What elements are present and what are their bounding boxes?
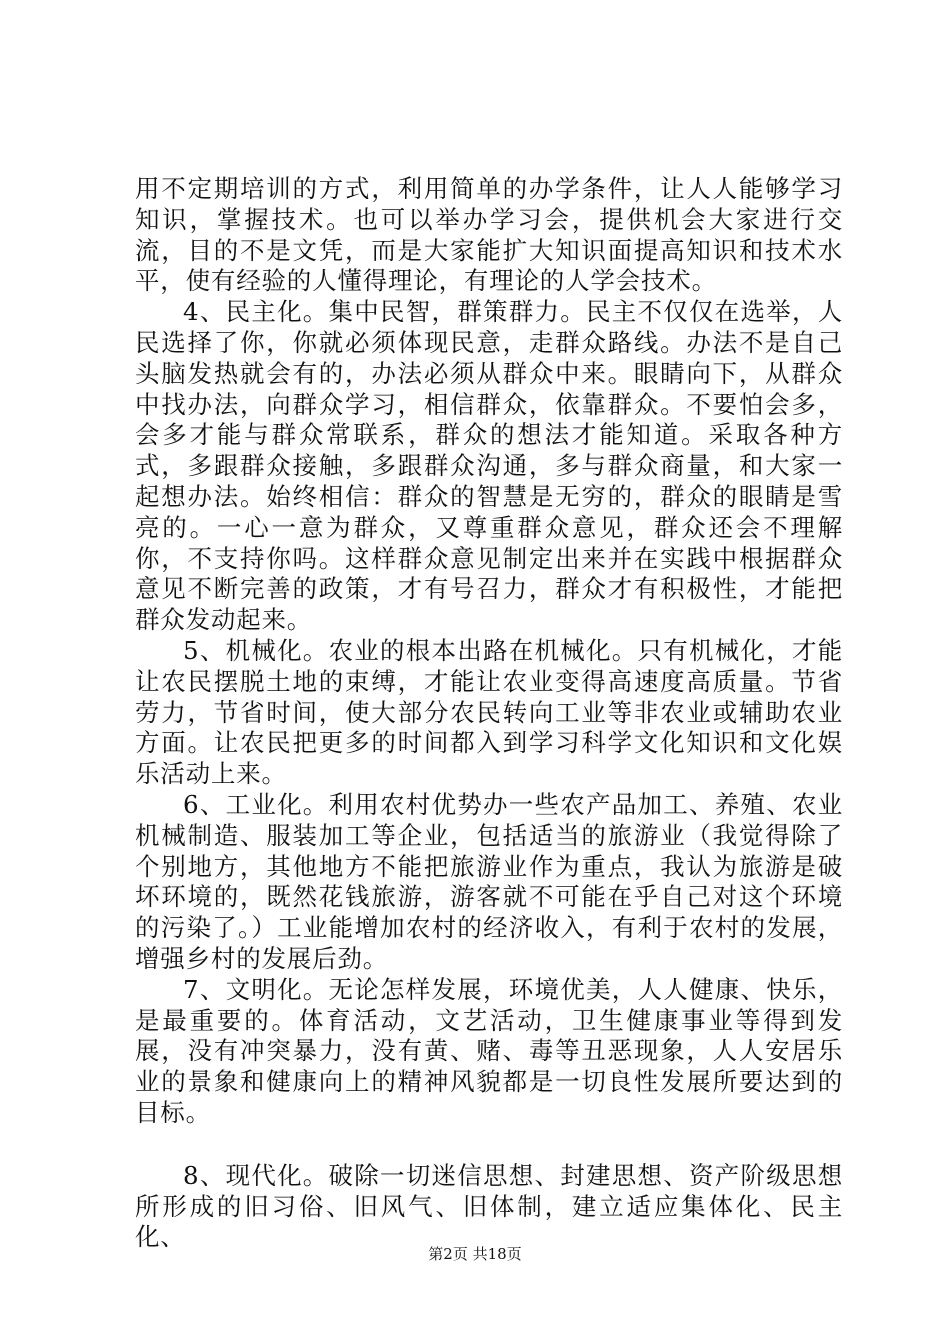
paragraph-democratization: 4、民主化。集中民智，群策群力。民主不仅仅在选举，人民选择了你，你就必须体现民意，走群众路线。办法不是自己头脑发热就会有的，办法必须从群众中来。眼睛向下，从群众中找办法，向群众学习，相信群众，依靠群众。不要怕会多，会多才能与群众常联系，群众的想法才能知道。采取各种方式，多跟群众接触，多跟群众沟通，多与群众商量，和大家一起想办法。始终相信：群众的智慧是无穷的，群众的眼睛是雪亮的。一心一意为群众，又尊重群众意见，群众还会不理解你，不支持你吗。这样群众意见制定出来并在实践中根据群众意见不断完善的政策，才有号召力，群众才有积极性，才能把群众发动起来。 xyxy=(135,297,843,635)
page-footer: 第2页 共18页 xyxy=(428,1245,522,1263)
document-body xyxy=(135,174,843,1253)
paragraph-mechanization: 5、机械化。农业的根本出路在机械化。只有机械化，才能让农民摆脱土地的束缚，才能让农业变得高速度高质量。节省劳力，节省时间，使大部分农民转向工业等非农业或辅助农业方面。让农民把更多的时间都入到学习科学文化知识和文化娱乐活动上来。 xyxy=(135,635,843,789)
paragraph-industrialization: 6、工业化。利用农村优势办一些农产品加工、养殖、农业机械制造、服装加工等企业，包括适当的旅游业（我觉得除了个别地方，其他地方不能把旅游业作为重点，我认为旅游是破坏环境的，既然花钱旅游，游客就不可能在乎自己对这个环境的污染了。）工业能增加农村的经济收入，有利于农村的发展，增强乡村的发展后劲。 xyxy=(135,789,843,973)
paragraph-training: 用不定期培训的方式，利用简单的办学条件，让人人能够学习知识，掌握技术。也可以举办学习会，提供机会大家进行交流，目的不是文凭，而是大家能扩大知识面提高知识和技术水平，使有经验的人懂得理论，有理论的人学会技术。 xyxy=(135,174,843,296)
paragraph-modernization: 8、现代化。破除一切迷信思想、封建思想、资产阶级思想所形成的旧习俗、旧风气、旧体制，建立适应集体化、民主化、 xyxy=(135,1160,843,1252)
paragraph-civilization: 7、文明化。无论怎样发展，环境优美，人人健康、快乐，是最重要的。体育活动，文艺活动，卫生健康事业等得到发展，没有冲突暴力，没有黄、赌、毒等丑恶现象，人人安居乐业的景象和健康向上的精神风貌都是一切良性发展所要达到的目标。 xyxy=(135,974,843,1127)
